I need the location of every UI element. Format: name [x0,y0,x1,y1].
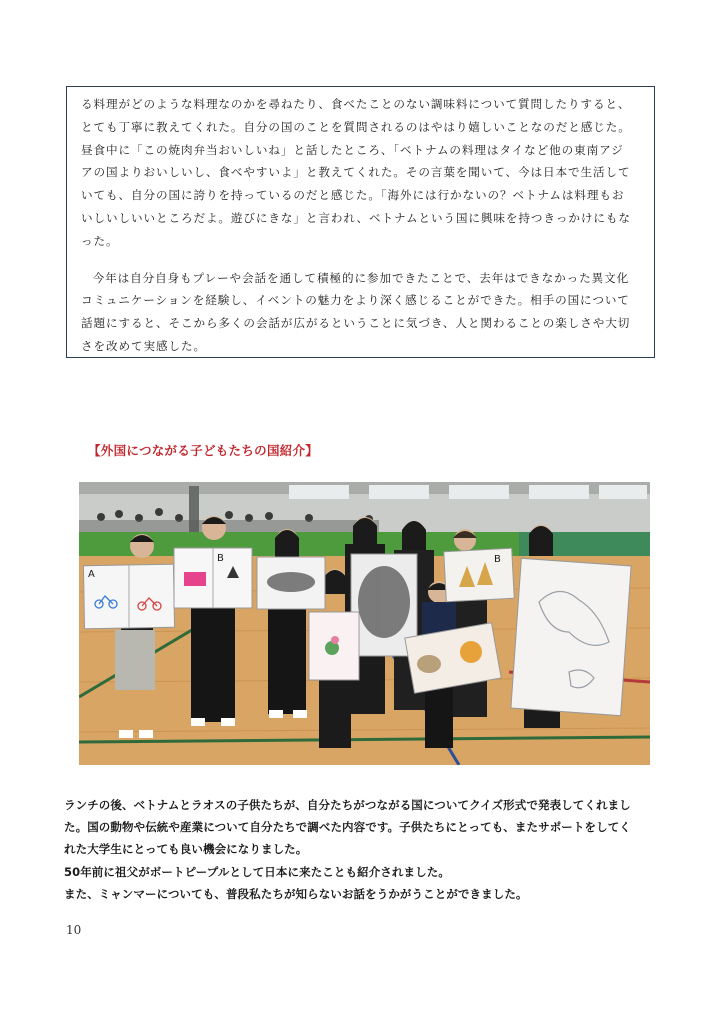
essay-line: る料理がどのような料理なのかを尋ねたり、食べたことのない調味料について質問したりすると、 [81,97,631,111]
essay-line: アの国よりおいしいし、食べやすいよ」と教えてくれた。その言葉を聞いて、今は日本で生活して [81,165,631,180]
essay-line: いしいしいいところだよ。遊びにきな」と言われ、ベトナムという国に興味を持つきっかけにもな [81,210,631,225]
essay-box [66,86,655,358]
essay-line: とても丁寧に教えてくれた。自分の国のことを質問されるのはやはり嬉しいことなのだと感じた。 [81,119,631,134]
essay-line: いても、自分の国に誇りを持っているのだと感じた。「海外には行かないの？ベトナムは料理もお [81,188,625,203]
board-label-a: A [88,569,95,580]
essay-line: 話題にすると、そこから多くの会話が広がるということに気づき、人と関わることの楽しさや大切 [81,316,631,331]
report-line: また、ミャンマーについても、普段私たちが知らないお話をうかがうことができました。 [64,886,528,901]
report-line: た。国の動物や伝統や産業について自分たちで調べた内容です。子供たちにとっても、またサポートをしてく [64,820,631,835]
essay-line: った。 [81,233,119,248]
group-photo-illustration [79,482,650,765]
essay-line: さを改めて実感した。 [81,338,206,353]
report-line: れた大学生にとっても良い機会になりました。 [64,842,308,857]
essay-line: コミュニケーションを経験し、イベントの魅力をより深く感じることができた。相手の国について [81,293,630,308]
essay-line: 昼食中に「この焼肉弁当おいしいね」と話したところ、「ベトナムの料理はタイなど他の東南アジ [81,142,624,157]
report-text [64,794,664,905]
essay-paragraph-2 [81,267,640,358]
group-photo [79,482,650,765]
board-label-b: B [217,553,224,564]
report-line: ランチの後、ベトナムとラオスの子供たちが、自分たちがつながる国についてクイズ形式で発表してくれまし [64,798,631,812]
essay-line: 今年は自分自身もプレーや会話を通して積極的に参加できたことで、去年はできなかった異文化 [92,270,630,285]
report-line: 50年前に祖父がボートピープルとして日本に来たことも紹介されました。 [64,864,450,879]
page-number: 10 [66,923,82,937]
section-heading: 【外国につながる子どもたちの国紹介】 [88,443,319,458]
board-label-b2: B [494,554,501,565]
essay-paragraph-1 [81,93,640,253]
